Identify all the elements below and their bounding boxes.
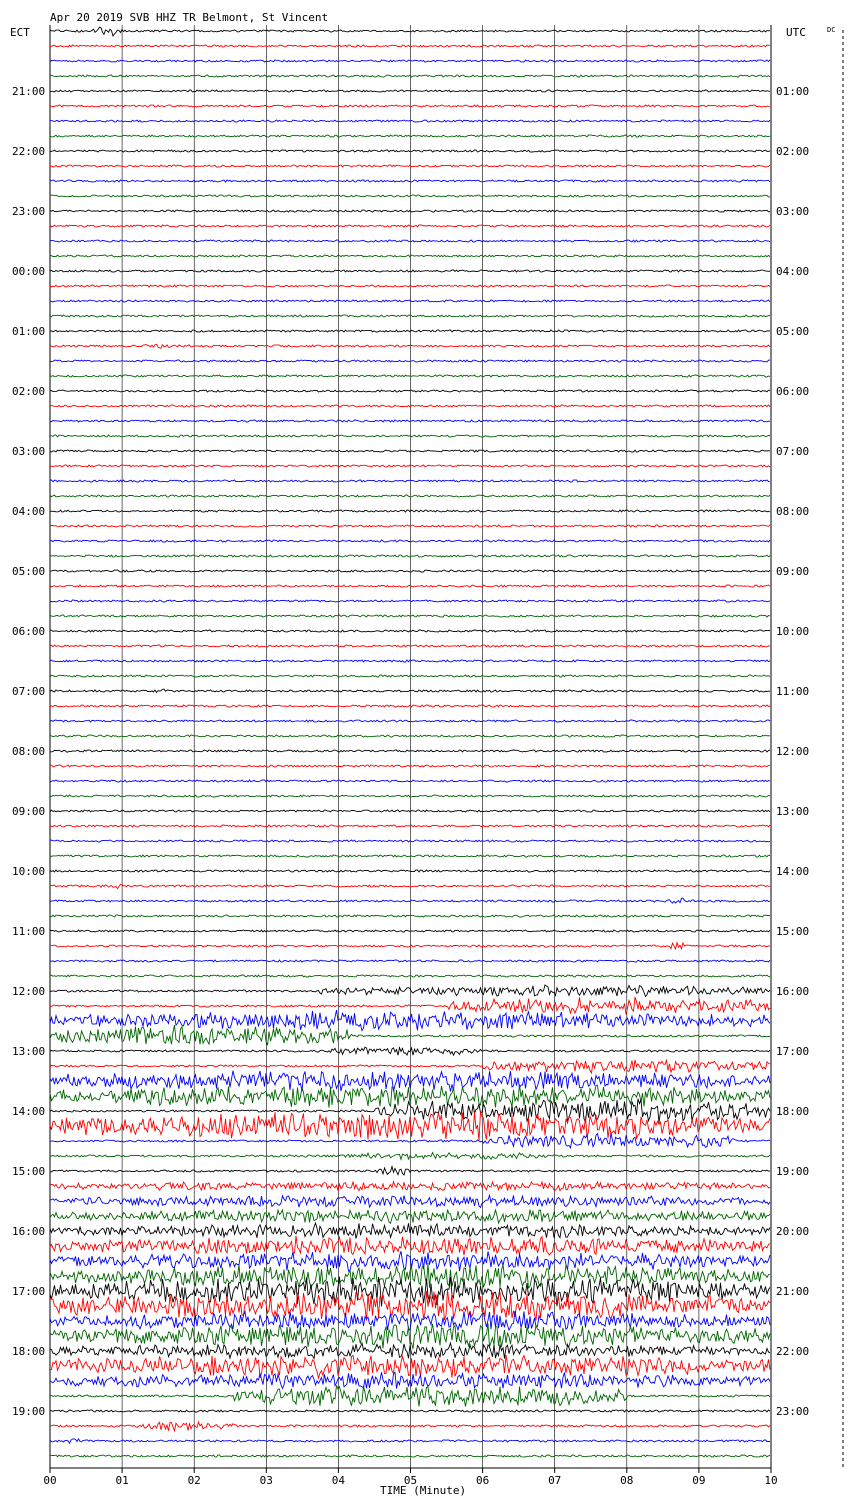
right-hour-label: 12:00	[776, 745, 810, 758]
right-hour-label: 16:00	[776, 985, 810, 998]
left-hour-label: 23:00	[12, 205, 46, 218]
trace-22	[50, 360, 770, 362]
trace-14	[50, 240, 770, 242]
trace-45	[50, 705, 770, 707]
trace-56	[50, 870, 770, 872]
trace-2	[50, 60, 770, 62]
trace-48	[50, 750, 770, 752]
trace-68	[50, 1047, 770, 1055]
trace-77	[50, 1182, 770, 1191]
x-tick-label: 02	[187, 1474, 201, 1487]
left-hour-label: 12:00	[12, 985, 46, 998]
trace-75	[50, 1153, 770, 1160]
left-timezone-label: ECT	[10, 26, 30, 39]
trace-43	[50, 675, 770, 677]
trace-41	[50, 645, 770, 647]
trace-23	[50, 375, 770, 377]
left-hour-label: 14:00	[12, 1105, 46, 1118]
left-hour-label: 18:00	[12, 1345, 46, 1358]
trace-89	[50, 1355, 770, 1378]
trace-38	[50, 600, 770, 602]
trace-46	[50, 720, 770, 722]
left-hour-label: 01:00	[12, 325, 46, 338]
trace-67	[50, 1025, 770, 1045]
seismic-traces	[50, 27, 770, 1457]
x-tick-label: 00	[43, 1474, 57, 1487]
trace-26	[50, 420, 770, 422]
trace-49	[50, 765, 770, 767]
right-hour-label: 14:00	[776, 865, 810, 878]
right-hour-label: 10:00	[776, 625, 810, 638]
trace-65	[50, 997, 770, 1014]
trace-54	[50, 840, 770, 842]
left-hour-label: 21:00	[12, 85, 46, 98]
trace-21	[50, 344, 770, 348]
trace-76	[50, 1167, 770, 1176]
trace-11	[50, 195, 770, 197]
left-hour-label: 05:00	[12, 565, 46, 578]
trace-94	[50, 1439, 770, 1443]
x-tick-label: 06	[475, 1474, 490, 1487]
x-tick-label: 05	[403, 1474, 418, 1487]
x-tick-label: 08	[620, 1474, 634, 1487]
left-hour-label: 17:00	[12, 1285, 46, 1298]
right-hour-label: 23:00	[776, 1405, 810, 1418]
trace-93	[50, 1422, 770, 1431]
left-hour-label: 10:00	[12, 865, 46, 878]
trace-28	[50, 450, 770, 452]
trace-3	[50, 75, 770, 77]
trace-9	[50, 165, 770, 167]
x-axis-label: TIME (Minute)	[380, 1484, 467, 1497]
right-hour-label: 04:00	[776, 265, 810, 278]
trace-73	[50, 1112, 770, 1141]
trace-92	[50, 1410, 770, 1412]
trace-16	[50, 270, 770, 272]
trace-35	[50, 555, 770, 557]
right-hour-label: 19:00	[776, 1165, 810, 1178]
right-timezone-label: UTC	[786, 26, 806, 39]
trace-40	[50, 630, 770, 632]
trace-79	[50, 1210, 770, 1224]
right-hour-label: 09:00	[776, 565, 810, 578]
trace-80	[50, 1223, 770, 1238]
right-hour-label: 11:00	[776, 685, 810, 698]
left-hour-label: 08:00	[12, 745, 46, 758]
trace-78	[50, 1195, 770, 1207]
trace-32	[50, 510, 770, 512]
trace-33	[50, 525, 770, 527]
trace-59	[50, 915, 770, 917]
trace-64	[50, 985, 770, 997]
right-hour-label: 17:00	[776, 1045, 810, 1058]
chart-title: Apr 20 2019 SVB HHZ TR Belmont, St Vincent	[50, 11, 329, 24]
trace-55	[50, 855, 770, 857]
right-hour-label: 18:00	[776, 1105, 810, 1118]
left-hour-label: 00:00	[12, 265, 46, 278]
trace-36	[50, 570, 770, 572]
trace-74	[50, 1133, 770, 1148]
trace-29	[50, 465, 770, 467]
trace-30	[50, 480, 770, 482]
trace-50	[50, 780, 770, 782]
trace-17	[50, 285, 770, 287]
left-hour-label: 11:00	[12, 925, 46, 938]
trace-25	[50, 405, 770, 407]
trace-69	[50, 1060, 770, 1073]
x-tick-label: 10	[764, 1474, 778, 1487]
right-hour-label: 22:00	[776, 1345, 810, 1358]
trace-57	[50, 884, 770, 888]
trace-34	[50, 540, 770, 542]
right-hour-labels	[776, 85, 809, 1418]
trace-0	[50, 27, 770, 36]
trace-8	[50, 150, 770, 152]
left-hour-label: 03:00	[12, 445, 46, 458]
right-hour-label: 03:00	[776, 205, 810, 218]
right-hour-label: 06:00	[776, 385, 810, 398]
trace-18	[50, 300, 770, 302]
left-hour-label: 22:00	[12, 145, 46, 158]
trace-19	[50, 315, 770, 317]
trace-82	[50, 1251, 770, 1271]
right-hour-label: 01:00	[776, 85, 810, 98]
right-hour-label: 21:00	[776, 1285, 810, 1298]
trace-42	[50, 660, 770, 662]
trace-95	[50, 1455, 770, 1457]
trace-62	[50, 960, 770, 962]
right-hour-label: 08:00	[776, 505, 810, 518]
left-hour-labels	[12, 85, 45, 1418]
trace-20	[50, 330, 770, 332]
trace-37	[50, 585, 770, 587]
trace-5	[50, 105, 770, 107]
x-tick-label: 09	[692, 1474, 706, 1487]
trace-47	[50, 735, 770, 737]
trace-60	[50, 930, 770, 932]
trace-24	[50, 390, 770, 392]
trace-6	[50, 120, 770, 122]
x-tick-label: 04	[331, 1474, 346, 1487]
trace-39	[50, 615, 770, 617]
left-hour-label: 15:00	[12, 1165, 46, 1178]
left-hour-label: 13:00	[12, 1045, 46, 1058]
trace-52	[50, 810, 770, 812]
trace-10	[50, 180, 770, 182]
trace-61	[50, 943, 770, 949]
left-hour-label: 19:00	[12, 1405, 46, 1418]
left-hour-label: 06:00	[12, 625, 46, 638]
trace-13	[50, 225, 770, 227]
trace-86	[50, 1311, 770, 1330]
trace-1	[50, 45, 770, 47]
left-hour-label: 09:00	[12, 805, 46, 818]
trace-88	[50, 1343, 770, 1359]
x-tick-label: 01	[115, 1474, 129, 1487]
left-hour-label: 16:00	[12, 1225, 46, 1238]
right-hour-label: 02:00	[776, 145, 810, 158]
trace-70	[50, 1071, 770, 1092]
trace-44	[50, 689, 770, 692]
trace-12	[50, 210, 770, 212]
trace-81	[50, 1236, 770, 1255]
left-hour-label: 02:00	[12, 385, 46, 398]
trace-53	[50, 825, 770, 827]
trace-15	[50, 255, 770, 257]
trace-51	[50, 795, 770, 797]
dc-corner-label: DC	[827, 26, 836, 34]
trace-58	[50, 898, 770, 903]
left-hour-label: 04:00	[12, 505, 46, 518]
right-hour-label: 07:00	[776, 445, 810, 458]
trace-66	[50, 1010, 770, 1031]
trace-27	[50, 435, 770, 437]
right-hour-label: 13:00	[776, 805, 810, 818]
trace-31	[50, 495, 770, 497]
x-tick-label: 07	[548, 1474, 562, 1487]
trace-63	[50, 975, 770, 977]
right-hour-label: 15:00	[776, 925, 810, 938]
x-tick-label: 03	[259, 1474, 273, 1487]
right-hour-label: 05:00	[776, 325, 810, 338]
trace-7	[50, 135, 770, 137]
trace-4	[50, 90, 770, 92]
trace-91	[50, 1385, 770, 1406]
left-hour-label: 07:00	[12, 685, 46, 698]
right-hour-label: 20:00	[776, 1225, 810, 1238]
